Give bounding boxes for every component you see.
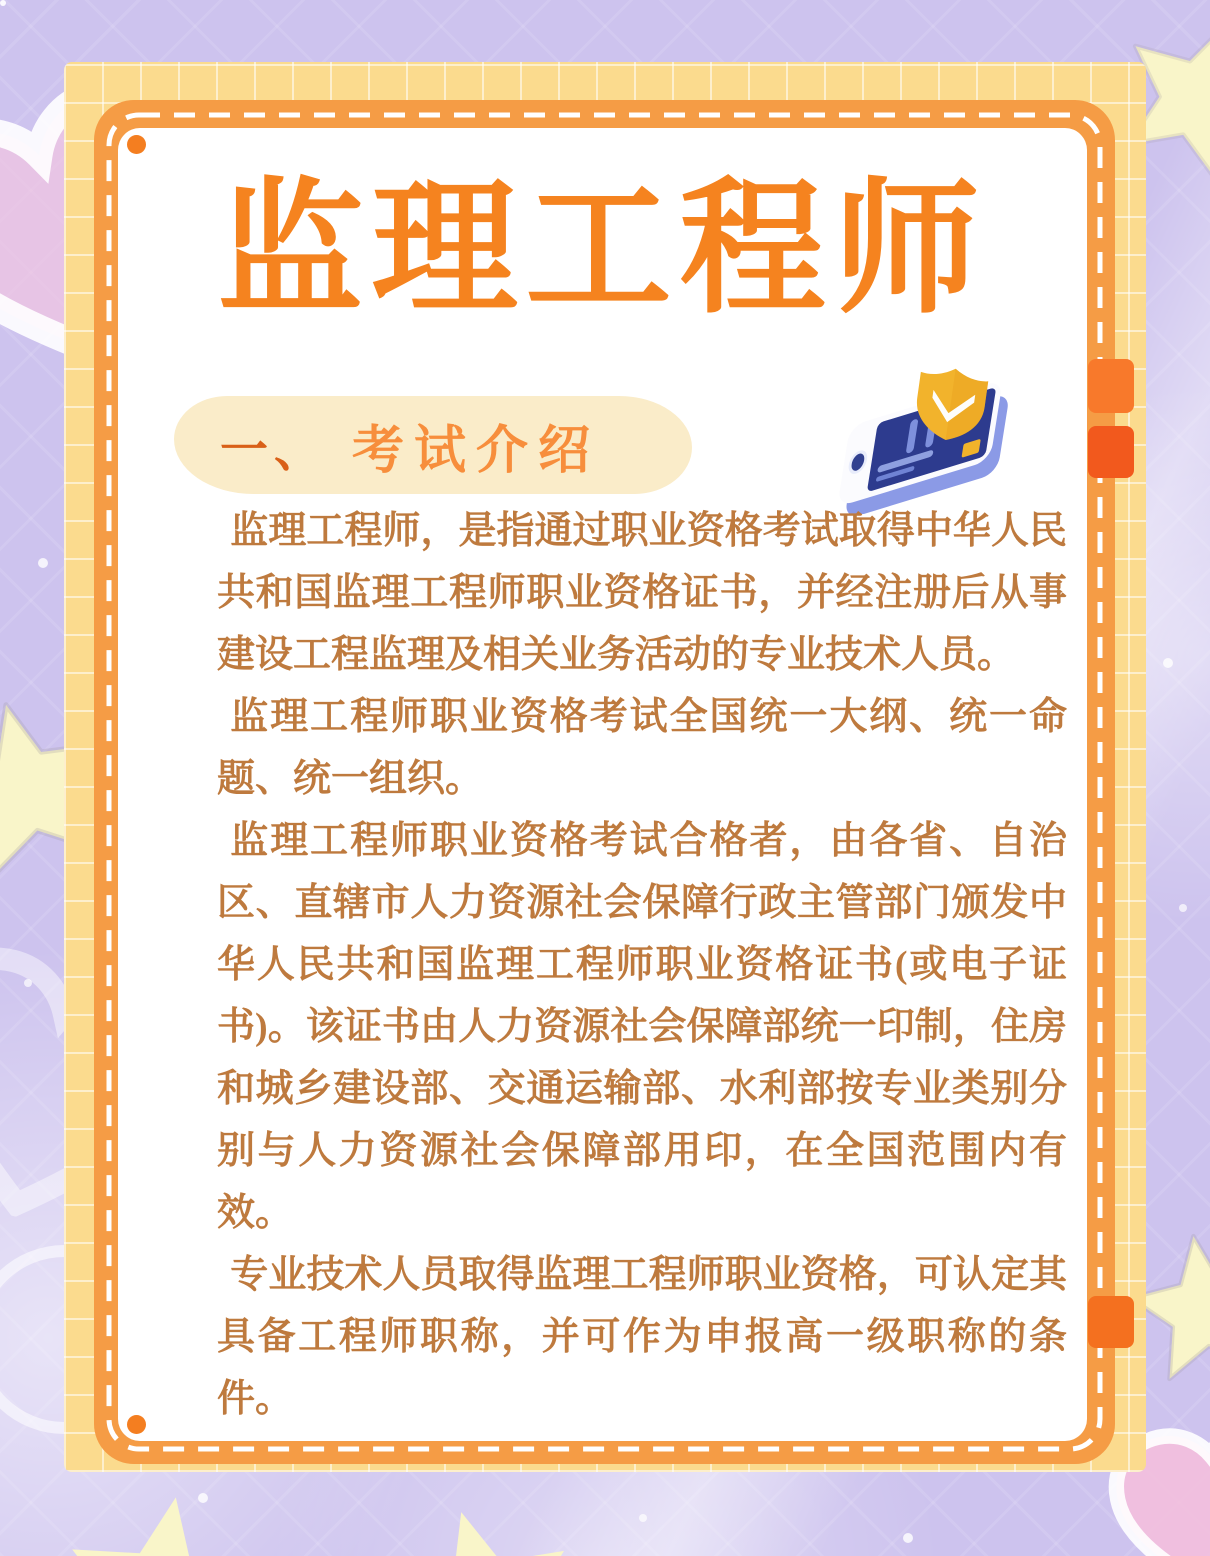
body-paragraph: 监理工程师职业资格考试合格者，由各省、自治区、直辖市人力资源社会保障行政主管部门颁发中华人民共和国监理工程师职业资格证书(或电子证书)。该证书由人力资源社会保障部统一印制，住房和城乡建设部、交通运输部、水利部按专业类别分别与人力资源社会保障部用印，在全国范围内有效。 <box>217 820 1067 1234</box>
star-icon <box>369 1482 601 1556</box>
corner-dot-bottom <box>127 1415 146 1434</box>
exam-introduction-text <box>217 500 1067 1430</box>
body-paragraph: 专业技术人员取得监理工程师职业资格，可认定其具备工程师职称，并可作为申报高一级职称的条件。 <box>217 1254 1067 1420</box>
section-number: 一、 <box>220 423 329 477</box>
sparkle-icon <box>0 0 6 6</box>
body-paragraph: 监理工程师职业资格考试全国统一大纲、统一命题、统一组织。 <box>217 696 1067 800</box>
id-card-phone-shield-illustration <box>836 364 1046 514</box>
side-tab <box>1088 426 1134 478</box>
star-icon <box>45 1476 275 1556</box>
section-title: 考试介绍 <box>352 421 601 480</box>
section-header <box>174 396 692 494</box>
side-tab <box>1088 1296 1134 1348</box>
corner-dot-top <box>127 135 146 154</box>
side-tab <box>1088 359 1134 413</box>
content-card <box>118 128 1087 1441</box>
page-title: 监理工程师 <box>217 167 988 330</box>
body-paragraph: 监理工程师，是指通过职业资格考试取得中华人民共和国监理工程师职业资格证书，并经注册后从事建设工程监理及相关业务活动的专业技术人员。 <box>217 510 1067 676</box>
